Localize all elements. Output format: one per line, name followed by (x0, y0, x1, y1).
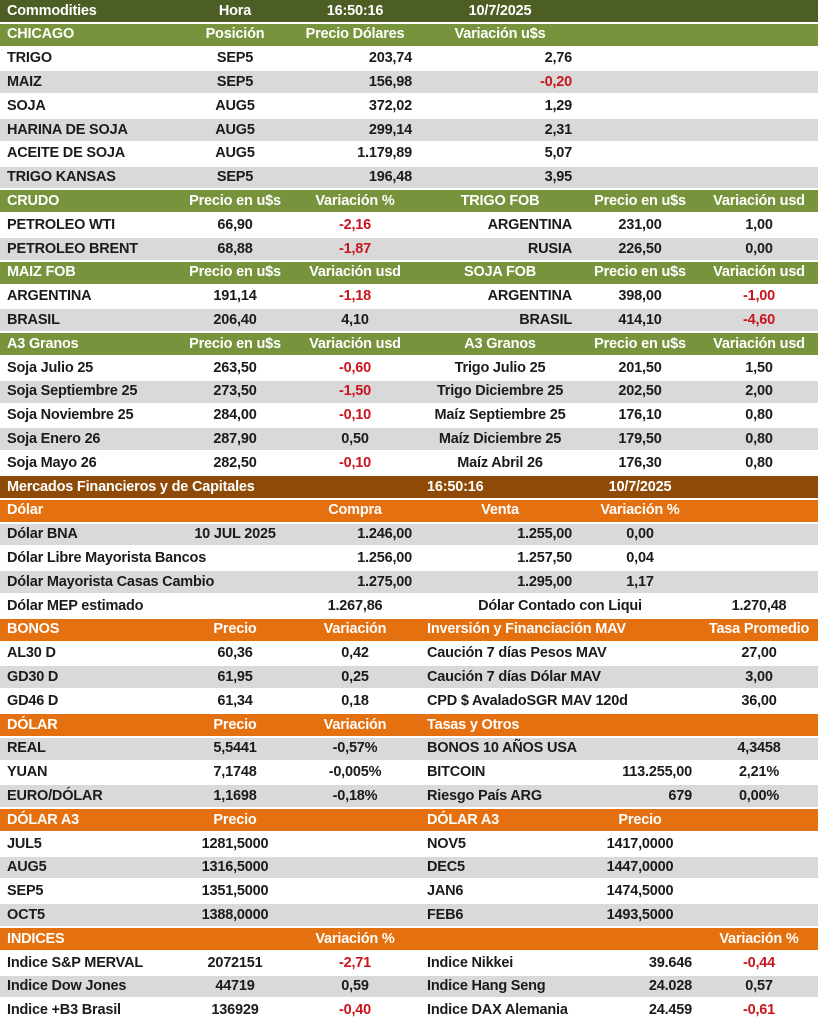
cell-dolar-mayorista-casas-cambio: Dólar Mayorista Casas Cambio (7, 573, 215, 590)
cell-commodities: Commodities (7, 2, 97, 19)
data-row (0, 428, 818, 450)
cell-0-00: 0,00 (626, 526, 654, 543)
cell-398-00: 398,00 (618, 288, 662, 305)
cell-soja: SOJA (7, 97, 46, 114)
cell-1493-5000: 1493,5000 (606, 906, 674, 923)
cell-1-179-89: 1.179,89 (357, 145, 412, 162)
cell-argentina: ARGENTINA (7, 288, 92, 305)
cell-variacion-usd: Variación usd (713, 335, 805, 352)
cell-7-1748: 7,1748 (213, 764, 257, 781)
cell-4-3458: 4,3458 (737, 740, 781, 757)
cell-sep5: SEP5 (216, 50, 254, 67)
data-row (0, 238, 818, 260)
cell-0-61-negative-value: -0,61 (742, 1002, 776, 1019)
cell-dolar-a3: DÓLAR A3 (7, 811, 79, 828)
cell-1-50-negative-value: -1,50 (338, 383, 372, 400)
cell-24-028: 24.028 (648, 978, 692, 995)
cell-compra: Compra (328, 502, 382, 519)
cell-brasil: BRASIL (519, 312, 572, 328)
cell-brasil: BRASIL (7, 312, 60, 328)
cell-tasa-promedio: Tasa Promedio (708, 621, 810, 638)
cell-harina-de-soja: HARINA DE SOJA (7, 121, 128, 138)
section-header-row (0, 24, 818, 46)
section-header-row (0, 928, 818, 950)
cell-variacion: Variación % (315, 930, 395, 947)
cell-10-7-2025: 10/7/2025 (468, 2, 532, 19)
cell-203-74: 203,74 (368, 50, 412, 67)
cell-indice-hang-seng: Indice Hang Seng (427, 978, 546, 995)
cell-soja-noviembre-25: Soja Noviembre 25 (7, 407, 134, 424)
cell-66-90: 66,90 (217, 216, 253, 233)
cell-variacion: Variación (323, 716, 387, 733)
cell-196-48: 196,48 (368, 169, 412, 186)
cell-caucion-7-dias-dolar-mav: Caución 7 días Dólar MAV (427, 668, 601, 685)
cell-1-00: 1,00 (745, 216, 773, 233)
cell-1-275-00: 1.275,00 (357, 573, 412, 590)
cell-0-18: 0,18 (341, 692, 369, 709)
cell-191-14: 191,14 (213, 288, 257, 305)
cell-1417-0000: 1417,0000 (606, 835, 674, 852)
cell-0-25: 0,25 (341, 668, 369, 685)
data-row (0, 595, 818, 617)
cell-bitcoin: BITCOIN (427, 764, 486, 781)
cell-0-04: 0,04 (626, 549, 654, 566)
cell-dolar-mep-estimado: Dólar MEP estimado (7, 597, 144, 614)
section-title-row (0, 0, 818, 22)
data-row (0, 690, 818, 712)
cell-precio-en-u-s: Precio en u$s (594, 193, 686, 210)
cell-273-50: 273,50 (213, 383, 257, 400)
cell-0-10-negative-value: -0,10 (338, 454, 372, 471)
cell-gd30-d: GD30 D (7, 668, 59, 685)
cell-287-90: 287,90 (213, 430, 257, 447)
cell-oct5: OCT5 (7, 906, 45, 923)
cell-euro-dolar: EURO/DÓLAR (7, 787, 103, 804)
cell-3-95: 3,95 (544, 169, 572, 186)
cell-0-57: 0,57 (745, 978, 773, 995)
cell-113-255-00: 113.255,00 (622, 764, 692, 781)
cell-precio: Precio (213, 811, 257, 828)
cell-282-50: 282,50 (213, 454, 257, 471)
cell-0-80: 0,80 (745, 454, 773, 471)
cell-1-87-negative-value: -1,87 (338, 240, 372, 257)
cell-soja-mayo-26: Soja Mayo 26 (7, 454, 97, 471)
cell-1388-0000: 1388,0000 (201, 906, 269, 923)
cell-1-267-86: 1.267,86 (327, 597, 383, 614)
section-header-row (0, 262, 818, 284)
cell-mercados-financieros-y-de-capitales: Mercados Financieros y de Capitales (7, 478, 255, 495)
data-row (0, 524, 818, 546)
cell-0-18: -0,18% (332, 787, 378, 804)
data-row (0, 48, 818, 70)
cell-aug5: AUG5 (215, 121, 255, 138)
data-row (0, 119, 818, 141)
cell-precio-dolares: Precio Dólares (305, 26, 405, 43)
cell-0-60-negative-value: -0,60 (338, 359, 372, 376)
cell-variacion-usd: Variación usd (713, 193, 805, 210)
data-row (0, 785, 818, 807)
cell-2-16-negative-value: -2,16 (338, 216, 372, 233)
cell-206-40: 206,40 (213, 312, 257, 328)
cell-nov5: NOV5 (427, 835, 466, 852)
cell-1351-5000: 1351,5000 (201, 883, 269, 900)
cell-0-00: 0,00% (738, 787, 780, 804)
cell-0-42: 0,42 (341, 645, 369, 662)
cell-1-255-00: 1.255,00 (517, 526, 572, 543)
cell-aug5: AUG5 (215, 97, 255, 114)
cell-petroleo-brent: PETROLEO BRENT (7, 240, 138, 257)
cell-36-00: 36,00 (741, 692, 777, 709)
cell-hora: Hora (218, 2, 252, 19)
data-row (0, 762, 818, 784)
cell-4-10: 4,10 (341, 312, 369, 328)
cell-soja-enero-26: Soja Enero 26 (7, 430, 101, 447)
cell-201-50: 201,50 (618, 359, 662, 376)
cell-al30-d: AL30 D (7, 645, 56, 662)
cell-1-1698: 1,1698 (213, 787, 257, 804)
data-row (0, 857, 818, 879)
data-row (0, 571, 818, 593)
cell-maiz-abril-26: Maíz Abril 26 (457, 454, 543, 471)
cell-0-50: 0,50 (341, 430, 369, 447)
cell-372-02: 372,02 (368, 97, 412, 114)
cell-231-00: 231,00 (618, 216, 662, 233)
cell-maiz-diciembre-25: Maíz Diciembre 25 (438, 430, 562, 447)
cell-variacion-usd: Variación usd (309, 335, 401, 352)
cell-2-71-negative-value: -2,71 (338, 954, 372, 971)
cell-5-07: 5,07 (544, 145, 572, 162)
cell-27-00: 27,00 (741, 645, 777, 662)
cell-1-295-00: 1.295,00 (517, 573, 572, 590)
cell-176-10: 176,10 (618, 407, 662, 424)
cell-299-14: 299,14 (368, 121, 412, 138)
cell-crudo: CRUDO (7, 193, 60, 210)
cell-precio: Precio (213, 716, 257, 733)
cell-24-459: 24.459 (648, 1002, 692, 1019)
cell-indice-dow-jones: Indice Dow Jones (7, 978, 127, 995)
cell-4-60-negative-value: -4,60 (742, 312, 776, 328)
cell-caucion-7-dias-pesos-mav: Caución 7 días Pesos MAV (427, 645, 607, 662)
cell-aceite-de-soja: ACEITE DE SOJA (7, 145, 126, 162)
cell-dolar-a3: DÓLAR A3 (427, 811, 499, 828)
cell-precio-en-u-s: Precio en u$s (189, 264, 281, 281)
cell-trigo-kansas: TRIGO KANSAS (7, 169, 116, 186)
cell-tasas-y-otros: Tasas y Otros (427, 716, 520, 733)
cell-3-00: 3,00 (745, 668, 773, 685)
cell-precio: Precio (213, 621, 257, 638)
cell-precio-en-u-s: Precio en u$s (189, 193, 281, 210)
cell-1316-5000: 1316,5000 (201, 859, 269, 876)
cell-riesgo-pais-arg: Riesgo País ARG (427, 787, 542, 804)
cell-0-10-negative-value: -0,10 (338, 407, 372, 424)
data-row (0, 357, 818, 379)
cell-jan6: JAN6 (427, 883, 464, 900)
cell-bonos-10-anos-usa: BONOS 10 AÑOS USA (427, 740, 577, 757)
cell-1447-0000: 1447,0000 (606, 859, 674, 876)
cell-0-57: -0,57% (332, 740, 378, 757)
cell-precio-en-u-s: Precio en u$s (189, 335, 281, 352)
cell-rusia: RUSIA (527, 240, 572, 257)
cell-0-80: 0,80 (745, 430, 773, 447)
cell-136929: 136929 (211, 1002, 259, 1019)
cell-2-00: 2,00 (745, 383, 773, 400)
cell-179-50: 179,50 (618, 430, 662, 447)
cell-indice-s-p-merval: Indice S&P MERVAL (7, 954, 143, 971)
data-row (0, 833, 818, 855)
cell-2-31: 2,31 (544, 121, 572, 138)
cell-jul5: JUL5 (7, 835, 42, 852)
data-row (0, 738, 818, 760)
cell-precio: Precio (618, 811, 662, 828)
cell-202-50: 202,50 (618, 383, 662, 400)
cell-argentina: ARGENTINA (487, 288, 572, 305)
cell-1-270-48: 1.270,48 (731, 597, 787, 614)
cell-maiz-fob: MAIZ FOB (7, 264, 76, 281)
cell-2072151: 2072151 (207, 954, 263, 971)
cell-0-40-negative-value: -0,40 (338, 1002, 372, 1019)
data-row (0, 405, 818, 427)
section-header-row (0, 190, 818, 212)
data-row (0, 143, 818, 165)
cell-precio-en-u-s: Precio en u$s (594, 335, 686, 352)
cell-precio-en-u-s: Precio en u$s (594, 264, 686, 281)
data-row (0, 880, 818, 902)
data-row (0, 309, 818, 331)
cell-sep5: SEP5 (7, 883, 44, 900)
cell-16-50-16: 16:50:16 (326, 2, 384, 19)
cell-dolar: DÓLAR (7, 716, 58, 733)
cell-dolar-contado-con-liqui: Dólar Contado con Liqui (478, 597, 642, 614)
cell-1474-5000: 1474,5000 (606, 883, 674, 900)
data-row (0, 643, 818, 665)
data-row (0, 666, 818, 688)
cell-sep5: SEP5 (216, 169, 254, 186)
cell-variacion: Variación % (600, 502, 680, 519)
cell-variacion-usd: Variación usd (309, 264, 401, 281)
cell-variacion: Variación % (315, 193, 395, 210)
cell-trigo-diciembre-25: Trigo Diciembre 25 (436, 383, 564, 400)
data-row (0, 381, 818, 403)
cell-soja-julio-25: Soja Julio 25 (7, 359, 94, 376)
data-row (0, 904, 818, 926)
cell-inversion-y-financiacion-mav: Inversión y Financiación MAV (427, 621, 626, 638)
data-row (0, 214, 818, 236)
data-row (0, 976, 818, 998)
cell-soja-fob: SOJA FOB (464, 264, 536, 281)
cell-trigo-julio-25: Trigo Julio 25 (454, 359, 546, 376)
cell-trigo: TRIGO (7, 50, 52, 67)
cell-venta: Venta (481, 502, 519, 519)
cell-0-59: 0,59 (341, 978, 369, 995)
cell-16-50-16: 16:50:16 (427, 478, 484, 495)
data-row (0, 547, 818, 569)
cell-1-29: 1,29 (544, 97, 572, 114)
cell-68-88: 68,88 (217, 240, 253, 257)
cell-indice-nikkei: Indice Nikkei (427, 954, 514, 971)
cell-44719: 44719 (215, 978, 255, 995)
cell-indices: INDICES (7, 930, 65, 947)
cell-argentina: ARGENTINA (487, 216, 572, 233)
cell-1-50: 1,50 (745, 359, 773, 376)
section-header-row (0, 714, 818, 736)
cell-aug5: AUG5 (215, 145, 255, 162)
cell-414-10: 414,10 (618, 312, 662, 328)
section-title-row (0, 476, 818, 498)
cell-real: REAL (7, 740, 46, 757)
cell-soja-septiembre-25: Soja Septiembre 25 (7, 383, 138, 400)
cell-indice-dax-alemania: Indice DAX Alemania (427, 1002, 568, 1019)
cell-dolar: Dólar (7, 502, 44, 519)
cell-61-95: 61,95 (217, 668, 253, 685)
cell-156-98: 156,98 (368, 74, 412, 91)
data-row (0, 167, 818, 189)
cell-0-00: 0,00 (745, 240, 773, 257)
cell-dec5: DEC5 (427, 859, 465, 876)
cell-1-00-negative-value: -1,00 (742, 288, 776, 305)
data-row (0, 999, 818, 1021)
cell-226-50: 226,50 (618, 240, 662, 257)
cell-2-21: 2,21% (738, 764, 780, 781)
cell-2-76: 2,76 (544, 50, 572, 67)
cell-39-646: 39.646 (648, 954, 692, 971)
cell-5-5441: 5,5441 (213, 740, 257, 757)
cell-gd46-d: GD46 D (7, 692, 59, 709)
cell-0-005: -0,005% (328, 764, 382, 781)
cell-chicago: CHICAGO (7, 26, 75, 43)
cell-variacion-u-s: Variación u$s (454, 26, 546, 43)
cell-variacion: Variación (323, 621, 387, 638)
cell-maiz-septiembre-25: Maíz Septiembre 25 (434, 407, 566, 424)
data-row (0, 452, 818, 474)
cell-0-44-negative-value: -0,44 (742, 954, 776, 971)
cell-1-18-negative-value: -1,18 (338, 288, 372, 305)
cell-trigo-fob: TRIGO FOB (460, 193, 540, 210)
cell-aug5: AUG5 (7, 859, 47, 876)
data-row (0, 95, 818, 117)
cell-variacion: Variación % (719, 930, 799, 947)
cell-10-jul-2025: 10 JUL 2025 (194, 526, 276, 543)
data-row (0, 952, 818, 974)
cell-61-34: 61,34 (217, 692, 253, 709)
cell-maiz: MAIZ (7, 74, 42, 91)
cell-indice-b3-brasil: Indice +B3 Brasil (7, 1002, 121, 1019)
cell-1-257-50: 1.257,50 (517, 549, 572, 566)
data-row (0, 71, 818, 93)
cell-1281-5000: 1281,5000 (201, 835, 269, 852)
section-header-row (0, 333, 818, 355)
cell-petroleo-wti: PETROLEO WTI (7, 216, 115, 233)
cell-0-80: 0,80 (745, 407, 773, 424)
cell-1-256-00: 1.256,00 (357, 549, 412, 566)
cell-posicion: Posición (205, 26, 265, 43)
cell-284-00: 284,00 (213, 407, 257, 424)
cell-1-246-00: 1.246,00 (357, 526, 412, 543)
cell-60-36: 60,36 (217, 645, 253, 662)
section-header-row (0, 500, 818, 522)
data-row (0, 286, 818, 308)
cell-yuan: YUAN (7, 764, 48, 781)
cell-a3-granos: A3 Granos (7, 335, 79, 352)
section-header-row (0, 809, 818, 831)
cell-a3-granos: A3 Granos (464, 335, 536, 352)
cell-dolar-libre-mayorista-bancos: Dólar Libre Mayorista Bancos (7, 549, 207, 566)
cell-263-50: 263,50 (213, 359, 257, 376)
cell-feb6: FEB6 (427, 906, 464, 923)
cell-679: 679 (668, 787, 692, 804)
cell-176-30: 176,30 (618, 454, 662, 471)
cell-bonos: BONOS (7, 621, 60, 638)
cell-0-20-negative-value: -0,20 (539, 74, 572, 91)
cell-cpd-avaladosgr-mav-120d: CPD $ AvaladoSGR MAV 120d (427, 692, 628, 709)
cell-variacion-usd: Variación usd (713, 264, 805, 281)
section-header-row (0, 619, 818, 641)
cell-1-17: 1,17 (626, 573, 654, 590)
cell-dolar-bna: Dólar BNA (7, 526, 78, 543)
cell-10-7-2025: 10/7/2025 (608, 478, 672, 495)
cell-sep5: SEP5 (216, 74, 254, 91)
